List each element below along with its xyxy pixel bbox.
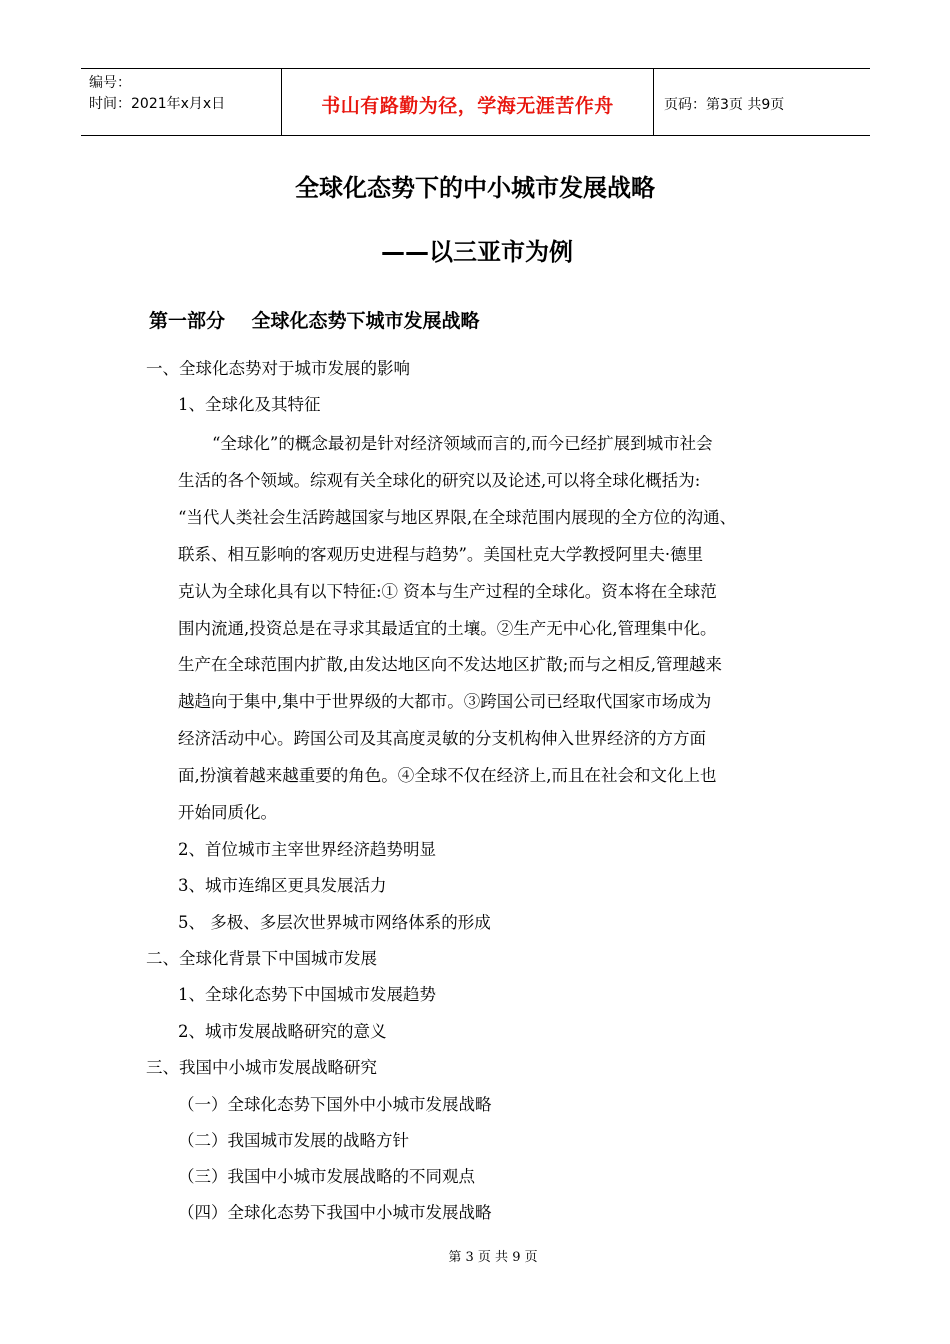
outline-item: （一）全球化态势下国外中小城市发展战略 — [178, 1095, 492, 1114]
part-heading: 第一部分 全球化态势下城市发展战略 — [149, 310, 480, 332]
paragraph-line: 围内流通,投资总是在寻求其最适宜的土壤。②生产无中心化,管理集中化。 — [178, 618, 717, 638]
outline-item: （三）我国中小城市发展战略的不同观点 — [178, 1167, 475, 1186]
outline-item: 二、全球化背景下中国城市发展 — [146, 949, 377, 968]
body-paragraph — [178, 426, 818, 832]
paragraph-line: “全球化”的概念最初是针对经济领域而言的,而今已经扩展到城市社会 — [212, 434, 713, 453]
document-subtitle: ——以三亚市为例 — [381, 238, 573, 266]
paragraph-line: 经济活动中心。跨国公司及其高度灵敏的分支机构伸入世界经济的方方面 — [178, 729, 706, 749]
document-number-label: 编号： — [89, 75, 131, 91]
outline-item: （四）全球化态势下我国中小城市发展战略 — [178, 1203, 492, 1222]
paragraph-line: 开始同质化。 — [178, 803, 277, 823]
outline-item: （二）我国城市发展的战略方针 — [178, 1131, 409, 1150]
paragraph-line: 克认为全球化具有以下特征:① 资本与生产过程的全球化。资本将在全球范 — [178, 581, 717, 601]
header-motto: 书山有路勤为径，学海无涯苦作舟 — [321, 94, 614, 117]
outline-item: 2、首位城市主宰世界经济趋势明显 — [178, 840, 436, 859]
paragraph-line: 生活的各个领域。综观有关全球化的研究以及论述,可以将全球化概括为: — [178, 470, 701, 490]
document-date: 时间：2021年x月x日 — [89, 96, 226, 112]
page-header-table — [81, 68, 870, 136]
paragraph-line: 生产在全球范围内扩散,由发达地区向不发达地区扩散;而与之相反,管理越来 — [178, 655, 723, 675]
paragraph-line: 联系、相互影响的客观历史进程与趋势”。美国杜克大学教授阿里夫·德里 — [178, 544, 704, 564]
outline-item: 5、 多极、多层次世界城市网络体系的形成 — [178, 913, 491, 932]
header-page-cell — [654, 69, 870, 135]
paragraph-line: 面,扮演着越来越重要的角色。④全球不仅在经济上,而且在社会和文化上也 — [178, 766, 717, 786]
outline-item: 1、全球化及其特征 — [178, 395, 321, 414]
outline-item: 三、我国中小城市发展战略研究 — [146, 1058, 377, 1077]
document-title: 全球化态势下的中小城市发展战略 — [295, 174, 655, 202]
header-meta-cell — [81, 69, 282, 135]
page-footer: 第 3 页 共 9 页 — [448, 1250, 538, 1265]
outline-item: 3、城市连绵区更具发展活力 — [178, 876, 387, 895]
outline-item: 1、全球化态势下中国城市发展趋势 — [178, 985, 436, 1004]
paragraph-line: “当代人类社会生活跨越国家与地区界限,在全球范围内展现的全方位的沟通、 — [178, 507, 737, 527]
header-motto-cell — [282, 69, 654, 135]
paragraph-line: 越趋向于集中,集中于世界级的大都市。③跨国公司已经取代国家市场成为 — [178, 692, 712, 712]
header-page-info: 页码：第3页 共9页 — [664, 97, 785, 113]
outline-item: 一、全球化态势对于城市发展的影响 — [146, 359, 410, 378]
outline-item: 2、城市发展战略研究的意义 — [178, 1022, 387, 1041]
